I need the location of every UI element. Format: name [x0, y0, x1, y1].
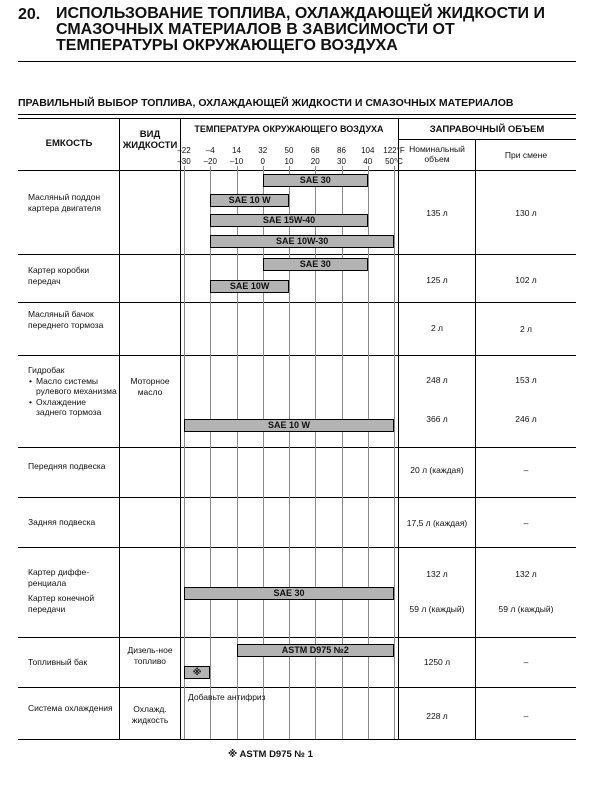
temp-tick-f: 86 — [337, 146, 346, 155]
header-capacity: ЕМКОСТЬ — [45, 138, 93, 149]
temp-range-bar: SAE 30 — [263, 174, 368, 187]
col-divider — [398, 118, 399, 739]
temp-range-bar: SAE 10W-30 — [210, 235, 394, 248]
diff-change: 132 л — [515, 569, 537, 579]
temp-tick-f: –4 — [205, 146, 215, 155]
row-divider — [18, 447, 576, 448]
col-divider — [180, 118, 181, 739]
temp-tick-f: 50 — [284, 146, 294, 155]
subtitle-rule — [18, 114, 576, 115]
row-front-susp-name: Передняя подвеска — [28, 461, 106, 471]
row-final-drive-name: Картер конечной передачи — [28, 593, 95, 614]
temp-tick-f: –22 — [177, 146, 191, 155]
temp-range-bar: ASTM D975 №2 — [237, 644, 395, 657]
row-gearbox-name: Картер коробки передач — [28, 265, 90, 286]
temp-range-bar: SAE 30 — [263, 258, 368, 271]
section-number: 20. — [18, 6, 41, 23]
footnote: ※ ASTM D975 № 1 — [228, 749, 313, 760]
row-divider — [18, 497, 576, 498]
hydraulic-nominal-1: 248 л — [426, 375, 448, 385]
header-fluid-type: ВИД ЖИДКОСТИ — [122, 129, 178, 151]
fluid-diesel: Дизель-ное топливо — [127, 645, 173, 666]
temp-range-bar: SAE 10W — [210, 280, 289, 293]
engine-nominal: 135 л — [426, 208, 448, 218]
temp-tick-c: 50°C — [385, 157, 403, 166]
temp-gridline — [394, 166, 395, 739]
table-subtitle: ПРАВИЛЬНЫЙ ВЫБОР ТОПЛИВА, ОХЛАЖДАЮЩЕЙ ЖИДКОСТИ И СМАЗОЧНЫХ МАТЕРИАЛОВ — [18, 97, 514, 109]
row-divider — [18, 547, 576, 548]
temp-range-bar: SAE 10 W — [210, 194, 289, 207]
row-hydraulic — [28, 365, 118, 418]
title-rule — [18, 61, 576, 62]
cooling-nominal: 228 л — [426, 711, 448, 721]
temp-tick-c: 20 — [310, 157, 320, 166]
temp-tick-f: 68 — [310, 146, 320, 155]
fuel-nominal: 1250 л — [423, 657, 451, 667]
row-cooling-name: Система охлаждения — [28, 703, 113, 713]
temp-tick-c: –30 — [177, 157, 191, 166]
brake-nominal: 2 л — [430, 323, 444, 333]
engine-change: 130 л — [515, 208, 537, 218]
section-title: ИСПОЛЬЗОВАНИЕ ТОПЛИВА, ОХЛАЖДАЮЩЕЙ ЖИДКОСТИ И СМАЗОЧНЫХ МАТЕРИАЛОВ В ЗАВИСИМОСТИ ОТ ТЕМПЕРАТУРЫ ОКРУЖАЮЩЕГО ВОЗДУХА — [56, 5, 545, 54]
header-nominal: Номинальный объем — [409, 144, 465, 164]
row-divider — [18, 302, 576, 303]
header-fill-volume: ЗАПРАВОЧНЫЙ ОБЪЕМ — [429, 124, 545, 135]
fluid-group-rule — [119, 170, 180, 171]
final-drive-nominal: 59 л (каждый) — [409, 604, 465, 614]
row-hydraulic-item-steering: • Масло системы рулевого механизма — [36, 376, 118, 397]
temp-tick-f: 14 — [232, 146, 241, 155]
row-engine-name: Масляный поддон картера двигателя — [28, 192, 101, 213]
diff-nominal: 132 л — [426, 569, 448, 579]
row-divider — [18, 637, 576, 638]
hydraulic-change-2: 246 л — [515, 414, 537, 424]
brake-change: 2 л — [519, 324, 533, 334]
temp-range-bar: SAE 30 — [184, 587, 394, 600]
col-divider — [475, 139, 476, 739]
row-hydraulic-item-brake: • Охлаждение заднего тормоза — [36, 397, 118, 418]
temp-gridline — [184, 166, 185, 739]
temp-tick-f: 32 — [258, 146, 268, 155]
cooling-change: – — [523, 711, 529, 721]
temp-gridline — [210, 166, 211, 739]
temp-tick-c: 10 — [284, 157, 294, 166]
temp-tick-f: 104 — [361, 146, 375, 155]
fluid-coolant: Охлажд. жидкость — [131, 704, 169, 725]
temp-tick-c: 30 — [337, 157, 346, 166]
temp-tick-c: –10 — [229, 157, 244, 166]
table-top-border — [18, 118, 576, 119]
fill-subheader-rule — [398, 139, 576, 140]
fluid-group-rule — [119, 637, 180, 638]
temp-tick-f: 122°F — [383, 146, 405, 155]
gearbox-change: 102 л — [515, 275, 537, 285]
gearbox-nominal: 125 л — [426, 275, 448, 285]
header-bottom-rule — [18, 170, 576, 171]
front-susp-change: – — [523, 465, 529, 475]
col-divider — [119, 118, 120, 739]
hydraulic-nominal-2: 366 л — [426, 414, 448, 424]
temp-range-bar: SAE 15W-40 — [210, 214, 368, 227]
front-susp-nominal: 20 л (каждая) — [410, 465, 464, 475]
temp-range-bar: ※ — [184, 666, 210, 679]
row-fuel-name: Топливный бак — [28, 657, 88, 667]
temp-tick-c: –20 — [203, 157, 217, 166]
final-drive-change: 59 л (каждый) — [498, 604, 554, 614]
temp-tick-c: 40 — [363, 157, 373, 166]
row-divider — [18, 687, 576, 688]
temp-tick-c: 0 — [260, 157, 265, 166]
cooling-note: Добавьте антифриз — [188, 692, 266, 702]
row-rear-susp-name: Задняя подвеска — [28, 517, 96, 527]
row-hydraulic-name: Гидробак — [28, 365, 65, 375]
table-bottom-border — [18, 739, 576, 740]
rear-susp-change: – — [523, 518, 529, 528]
fuel-change: – — [523, 657, 529, 667]
row-diff-name: Картер диффе-ренциала — [28, 567, 90, 588]
rear-susp-nominal: 17,5 л (каждая) — [406, 518, 468, 528]
temp-range-bar: SAE 10 W — [184, 419, 394, 432]
row-divider — [18, 355, 576, 356]
hydraulic-change-1: 153 л — [515, 375, 537, 385]
row-divider — [18, 254, 576, 255]
header-on-change: При смене — [504, 150, 548, 160]
fluid-engine-oil: Моторное масло — [130, 376, 170, 397]
header-temperature: ТЕМПЕРАТУРА ОКРУЖАЮЩЕГО ВОЗДУХА — [194, 124, 384, 134]
row-brake-name: Масляный бачок переднего тормоза — [28, 309, 104, 330]
